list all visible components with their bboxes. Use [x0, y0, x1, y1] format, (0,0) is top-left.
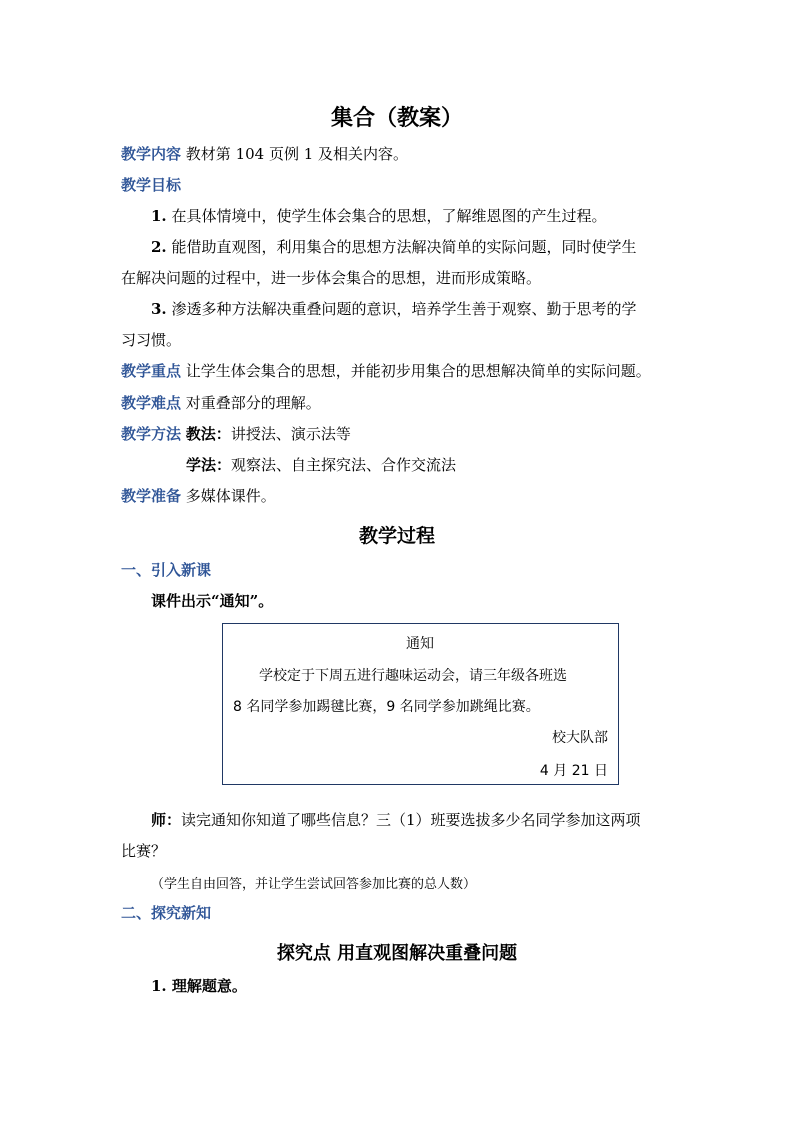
objective-2-line1: [151, 237, 636, 257]
objective-1-num: 1.: [151, 207, 167, 225]
teacher-line2: 比赛？: [121, 842, 167, 860]
preparation-text: 多媒体课件。: [185, 487, 276, 505]
objective-1: [151, 206, 606, 226]
objective-2-num: 2.: [151, 238, 167, 256]
objective-3-line2: 习习惯。: [121, 331, 182, 349]
difficulty-line: [121, 393, 321, 413]
objective-3-num: 3.: [151, 300, 167, 318]
key-point-line: [121, 361, 651, 381]
methods-line: [121, 424, 351, 444]
teach-method-text: 讲授法、演示法等: [230, 425, 351, 443]
key-point-label: 教学重点: [121, 362, 182, 380]
teacher-question: 读完通知你知道了哪些信息？三（1）班要选拔多少名同学参加这两项: [181, 811, 641, 829]
key-point-text: 让学生体会集合的思想，并能初步用集合的思想解决简单的实际问题。: [185, 362, 651, 380]
content-label: 教学内容: [121, 145, 182, 163]
learn-method-line: [186, 455, 456, 475]
student-note: （学生自由回答，并让学生尝试回答参加比赛的总人数）: [151, 877, 477, 892]
notice-heading: 通知: [406, 636, 434, 652]
preparation-line: [121, 486, 276, 506]
content-line: [121, 144, 408, 164]
process-title: 教学过程: [358, 525, 435, 547]
notice-box: [222, 623, 619, 785]
notice-signature: 校大队部: [552, 730, 608, 746]
teacher-line1: [151, 810, 641, 830]
section2-heading: 二、探究新知: [121, 904, 212, 922]
difficulty-text: 对重叠部分的理解。: [185, 394, 321, 412]
document-title: 集合（教案）: [330, 105, 463, 131]
notice-date: 4 月 21 日: [539, 763, 608, 779]
step1: 1. 理解题意。: [151, 977, 247, 995]
content-text: 教材第 104 页例 1 及相关内容。: [185, 145, 409, 163]
methods-label: 教学方法: [121, 425, 182, 443]
learn-method-label: 学法：: [186, 456, 232, 474]
section1-heading: 一、引入新课: [121, 561, 212, 579]
section1-intro: 课件出示“通知”。: [151, 592, 274, 610]
difficulty-label: 教学难点: [121, 394, 182, 412]
preparation-label: 教学准备: [121, 487, 182, 505]
objectives-label: 教学目标: [121, 176, 182, 194]
objective-2-line2: 在解决问题的过程中，进一步体会集合的思想，进而形成策略。: [121, 269, 542, 287]
learn-method-text: 观察法、自主探究法、合作交流法: [231, 456, 457, 474]
objective-1-text: 在具体情境中，使学生体会集合的思想，了解维恩图的产生过程。: [171, 207, 607, 225]
objective-2-text: 能借助直观图，利用集合的思想方法解决简单的实际问题，同时使学生: [171, 238, 637, 256]
notice-line1: 学校定于下周五进行趣味运动会，请三年级各班选: [259, 668, 567, 684]
explore-title: 探究点 用直观图解决重叠问题: [276, 943, 518, 964]
notice-line2: 8 名同学参加踢毽比赛，9 名同学参加跳绳比赛。: [233, 699, 540, 715]
teach-method-label: 教法：: [185, 425, 231, 443]
teacher-label: 师：: [151, 811, 182, 829]
objective-3-text: 渗透多种方法解决重叠问题的意识，培养学生善于观察、勤于思考的学: [171, 300, 637, 318]
objective-3-line1: [151, 299, 636, 319]
